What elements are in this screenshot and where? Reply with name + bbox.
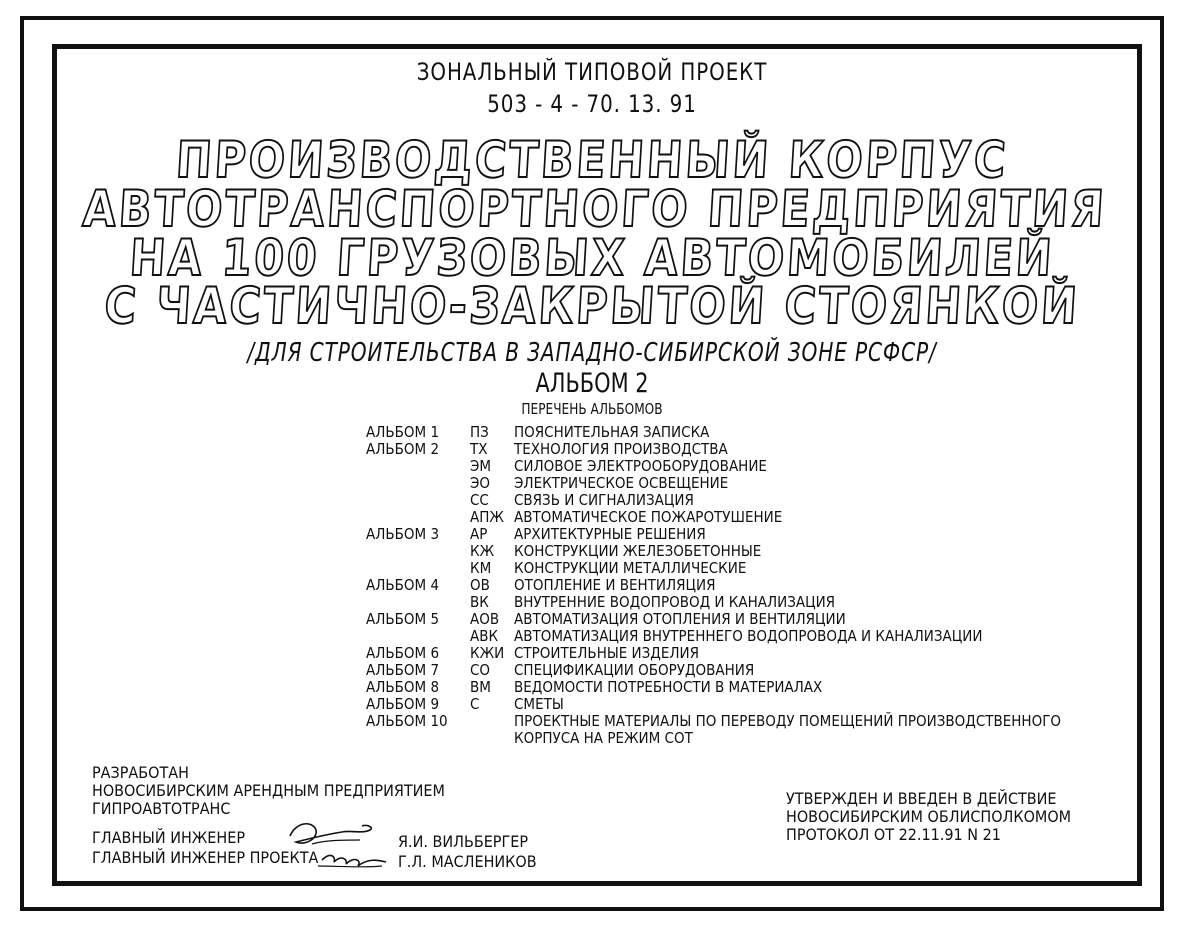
album-label: АЛЬБОМ 5	[366, 610, 440, 628]
album-code: ЭО	[470, 474, 491, 492]
subtitle: /ДЛЯ СТРОИТЕЛЬСТВА В ЗАПАДНО-СИБИРСКОЙ ЗОНЕ РСФСР/	[247, 338, 937, 368]
album-code: ТХ	[470, 440, 488, 458]
album-description: КОРПУСА НА РЕЖИМ СОТ	[514, 729, 693, 747]
album-label: АЛЬБОМ 9	[366, 695, 440, 713]
album-code: АР	[470, 525, 488, 543]
chief-engineer-name: Я.И. ВИЛЬБЕРГЕР	[398, 832, 529, 851]
album-label: АЛЬБОМ 4	[366, 576, 440, 594]
developer-label: РАЗРАБОТАН	[92, 763, 189, 782]
album-description: ВНУТРЕННИЕ ВОДОПРОВОД И КАНАЛИЗАЦИЯ	[514, 593, 836, 611]
album-code: ОВ	[470, 576, 490, 594]
title-line-1: ПРОИЗВОДСТВЕННЫЙ КОРПУС	[174, 131, 1010, 189]
album-label: АЛЬБОМ 10	[366, 712, 448, 730]
album-description: СВЯЗЬ И СИГНАЛИЗАЦИЯ	[514, 491, 694, 509]
title-line-2: АВТОТРАНСПОРТНОГО ПРЕДПРИЯТИЯ	[81, 180, 1109, 238]
album-description: СПЕЦИФИКАЦИИ ОБОРУДОВАНИЯ	[514, 661, 755, 679]
album-description: АВТОМАТИЧЕСКОЕ ПОЖАРОТУШЕНИЕ	[514, 508, 783, 526]
album-code: С	[470, 695, 480, 713]
approval-protocol: ПРОТОКОЛ ОТ 22.11.91 N 21	[786, 825, 1001, 844]
chief-engineer-label: ГЛАВНЫЙ ИНЖЕНЕР	[92, 828, 245, 847]
album-label: АЛЬБОМ 2	[366, 440, 440, 458]
album-number: АЛЬБОМ 2	[535, 368, 649, 399]
album-code: КМ	[470, 559, 492, 577]
project-code: 503 - 4 - 70. 13. 91	[487, 90, 697, 118]
album-description: СМЕТЫ	[514, 695, 564, 713]
album-code: КЖИ	[470, 644, 505, 662]
album-code: ВМ	[470, 678, 491, 696]
approval-line-1: УТВЕРЖДЕН И ВВЕДЕН В ДЕЙСТВИЕ	[786, 789, 1057, 808]
title-line-4: С ЧАСТИЧНО-ЗАКРЫТОЙ СТОЯНКОЙ	[102, 277, 1082, 335]
album-description: ПРОЕКТНЫЕ МАТЕРИАЛЫ ПО ПЕРЕВОДУ ПОМЕЩЕНИЙ ПРОИЗВОДСТВЕННОГО	[514, 712, 1062, 730]
album-description: КОНСТРУКЦИИ ЖЕЛЕЗОБЕТОННЫЕ	[514, 542, 762, 560]
album-description: АВТОМАТИЗАЦИЯ ОТОПЛЕНИЯ И ВЕНТИЛЯЦИИ	[514, 610, 846, 628]
album-code: АПЖ	[470, 508, 504, 526]
album-label: АЛЬБОМ 7	[366, 661, 440, 679]
albums-heading: ПЕРЕЧЕНЬ АЛЬБОМОВ	[521, 400, 663, 418]
album-code: ПЗ	[470, 423, 489, 441]
album-description: СИЛОВОЕ ЭЛЕКТРООБОРУДОВАНИЕ	[514, 457, 767, 475]
album-code: АВК	[470, 627, 499, 645]
album-code: СО	[470, 661, 491, 679]
album-description: ЭЛЕКТРИЧЕСКОЕ ОСВЕЩЕНИЕ	[514, 474, 729, 492]
album-description: ВЕДОМОСТИ ПОТРЕБНОСТИ В МАТЕРИАЛАХ	[514, 678, 823, 696]
album-description: АВТОМАТИЗАЦИЯ ВНУТРЕННЕГО ВОДОПРОВОДА И КАНАЛИЗАЦИИ	[514, 627, 983, 645]
chief-project-engineer-name: Г.Л. МАСЛЕНИКОВ	[398, 852, 537, 871]
album-label: АЛЬБОМ 1	[366, 423, 440, 441]
album-label: АЛЬБОМ 6	[366, 644, 440, 662]
album-description: КОНСТРУКЦИИ МЕТАЛЛИЧЕСКИЕ	[514, 559, 747, 577]
project-type: ЗОНАЛЬНЫЙ ТИПОВОЙ ПРОЕКТ	[416, 58, 768, 86]
album-code: АОВ	[470, 610, 500, 628]
chief-project-engineer-label: ГЛАВНЫЙ ИНЖЕНЕР ПРОЕКТА	[92, 848, 319, 867]
album-description: ПОЯСНИТЕЛЬНАЯ ЗАПИСКА	[514, 423, 710, 441]
album-description: СТРОИТЕЛЬНЫЕ ИЗДЕЛИЯ	[514, 644, 699, 662]
album-description: ОТОПЛЕНИЕ И ВЕНТИЛЯЦИЯ	[514, 576, 716, 594]
album-code: КЖ	[470, 542, 495, 560]
album-description: АРХИТЕКТУРНЫЕ РЕШЕНИЯ	[514, 525, 706, 543]
album-code: СС	[470, 491, 489, 509]
album-code: ВК	[470, 593, 489, 611]
album-code: ЭМ	[470, 457, 492, 475]
developer-org: НОВОСИБИРСКИМ АРЕНДНЫМ ПРЕДПРИЯТИЕМ	[92, 781, 445, 800]
signatures-image	[282, 816, 392, 874]
album-description: ТЕХНОЛОГИЯ ПРОИЗВОДСТВА	[514, 440, 728, 458]
album-label: АЛЬБОМ 3	[366, 525, 440, 543]
title-line-3: НА 100 ГРУЗОВЫХ АВТОМОБИЛЕЙ	[128, 229, 1056, 287]
approval-line-2: НОВОСИБИРСКИМ ОБЛИСПОЛКОМОМ	[786, 807, 1072, 826]
album-label: АЛЬБОМ 8	[366, 678, 440, 696]
developer-name: ГИПРОАВТОТРАНС	[92, 799, 231, 818]
